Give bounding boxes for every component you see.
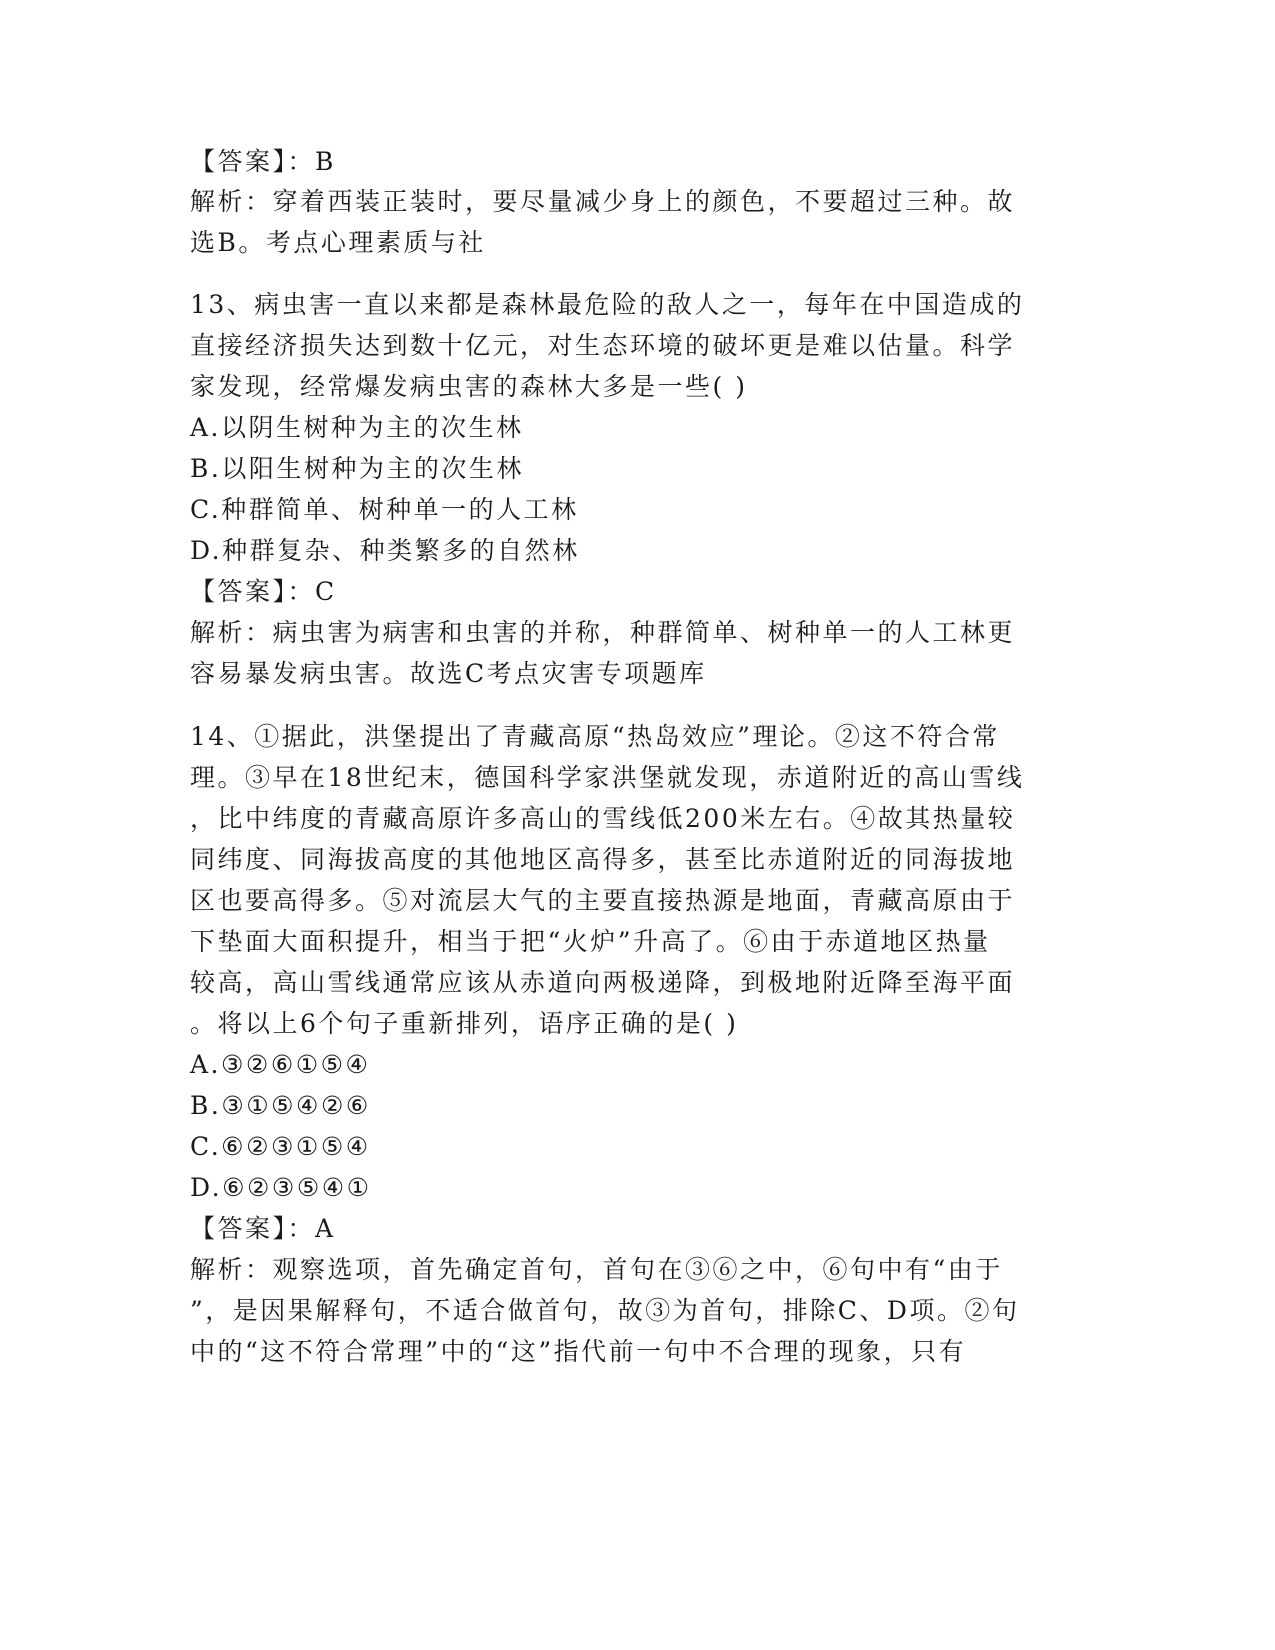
analysis-14-line-3: 中的“这不符合常理”中的“这”指代前一句中不合理的现象，只有: [190, 1337, 967, 1366]
question-14-stem-line-5: 区也要高得多。⑤对流层大气的主要直接热源是地面，青藏高原由于: [190, 886, 1016, 915]
question-14-stem-line-2: 理。③早在18世纪末，德国科学家洪堡就发现，赤道附近的高山雪线: [190, 763, 1025, 792]
question-13-stem-line-2: 直接经济损失达到数十亿元，对生态环境的破坏更是难以估量。科学: [190, 331, 1016, 360]
answer-12: 【答案】：B: [190, 147, 336, 176]
question-14-stem-line-7: 较高，高山雪线通常应该从赤道向两极递降，到极地附近降至海平面: [190, 968, 1016, 997]
question-13-stem-line-1: 13、病虫害一直以来都是森林最危险的敌人之一，每年在中国造成的: [190, 290, 1025, 319]
question-14-option-d: D.⑥②③⑤④①: [190, 1173, 372, 1202]
analysis-13-line-1: 解析：病虫害为病害和虫害的并称，种群简单、树种单一的人工林更: [190, 618, 1016, 647]
analysis-12-line-2: 选B。考点心理素质与社: [190, 228, 486, 257]
analysis-14-line-2: ”，是因果解释句，不适合做首句，故③为首句，排除C、D项。②句: [190, 1296, 1020, 1325]
question-13-option-b: B.以阳生树种为主的次生林: [190, 454, 524, 483]
question-14-stem-line-8: 。将以上6个句子重新排列，语序正确的是( ): [190, 1009, 739, 1038]
question-14-stem-line-4: 同纬度、同海拔高度的其他地区高得多，甚至比赤道附近的同海拔地: [190, 845, 1016, 874]
analysis-14-line-1: 解析：观察选项，首先确定首句，首句在③⑥之中，⑥句中有“由于: [190, 1255, 1003, 1284]
analysis-13-line-2: 容易暴发病虫害。故选C考点灾害专项题库: [190, 659, 707, 688]
analysis-12-line-1: 解析：穿着西装正装时，要尽量减少身上的颜色，不要超过三种。故: [190, 187, 1016, 216]
question-13-option-d: D.种群复杂、种类繁多的自然林: [190, 536, 580, 565]
question-14-option-a: A.③②⑥①⑤④: [190, 1050, 371, 1079]
question-13-stem-line-3: 家发现，经常爆发病虫害的森林大多是一些( ): [190, 372, 748, 401]
question-14-stem-line-1: 14、①据此，洪堡提出了青藏高原“热岛效应”理论。②这不符合常: [190, 722, 1000, 751]
question-13-option-a: A.以阴生树种为主的次生林: [190, 413, 524, 442]
answer-14: 【答案】：A: [190, 1214, 336, 1243]
question-14-stem-line-6: 下垫面大面积提升，相当于把“火炉”升高了。⑥由于赤道地区热量: [190, 927, 991, 956]
question-13-option-c: C.种群简单、树种单一的人工林: [190, 495, 579, 524]
question-14-stem-line-3: ，比中纬度的青藏高原许多高山的雪线低200米左右。④故其热量较: [190, 804, 1016, 833]
question-14-option-b: B.③①⑤④②⑥: [190, 1091, 371, 1120]
answer-13: 【答案】：C: [190, 577, 337, 606]
question-14-option-c: C.⑥②③①⑤④: [190, 1132, 371, 1161]
